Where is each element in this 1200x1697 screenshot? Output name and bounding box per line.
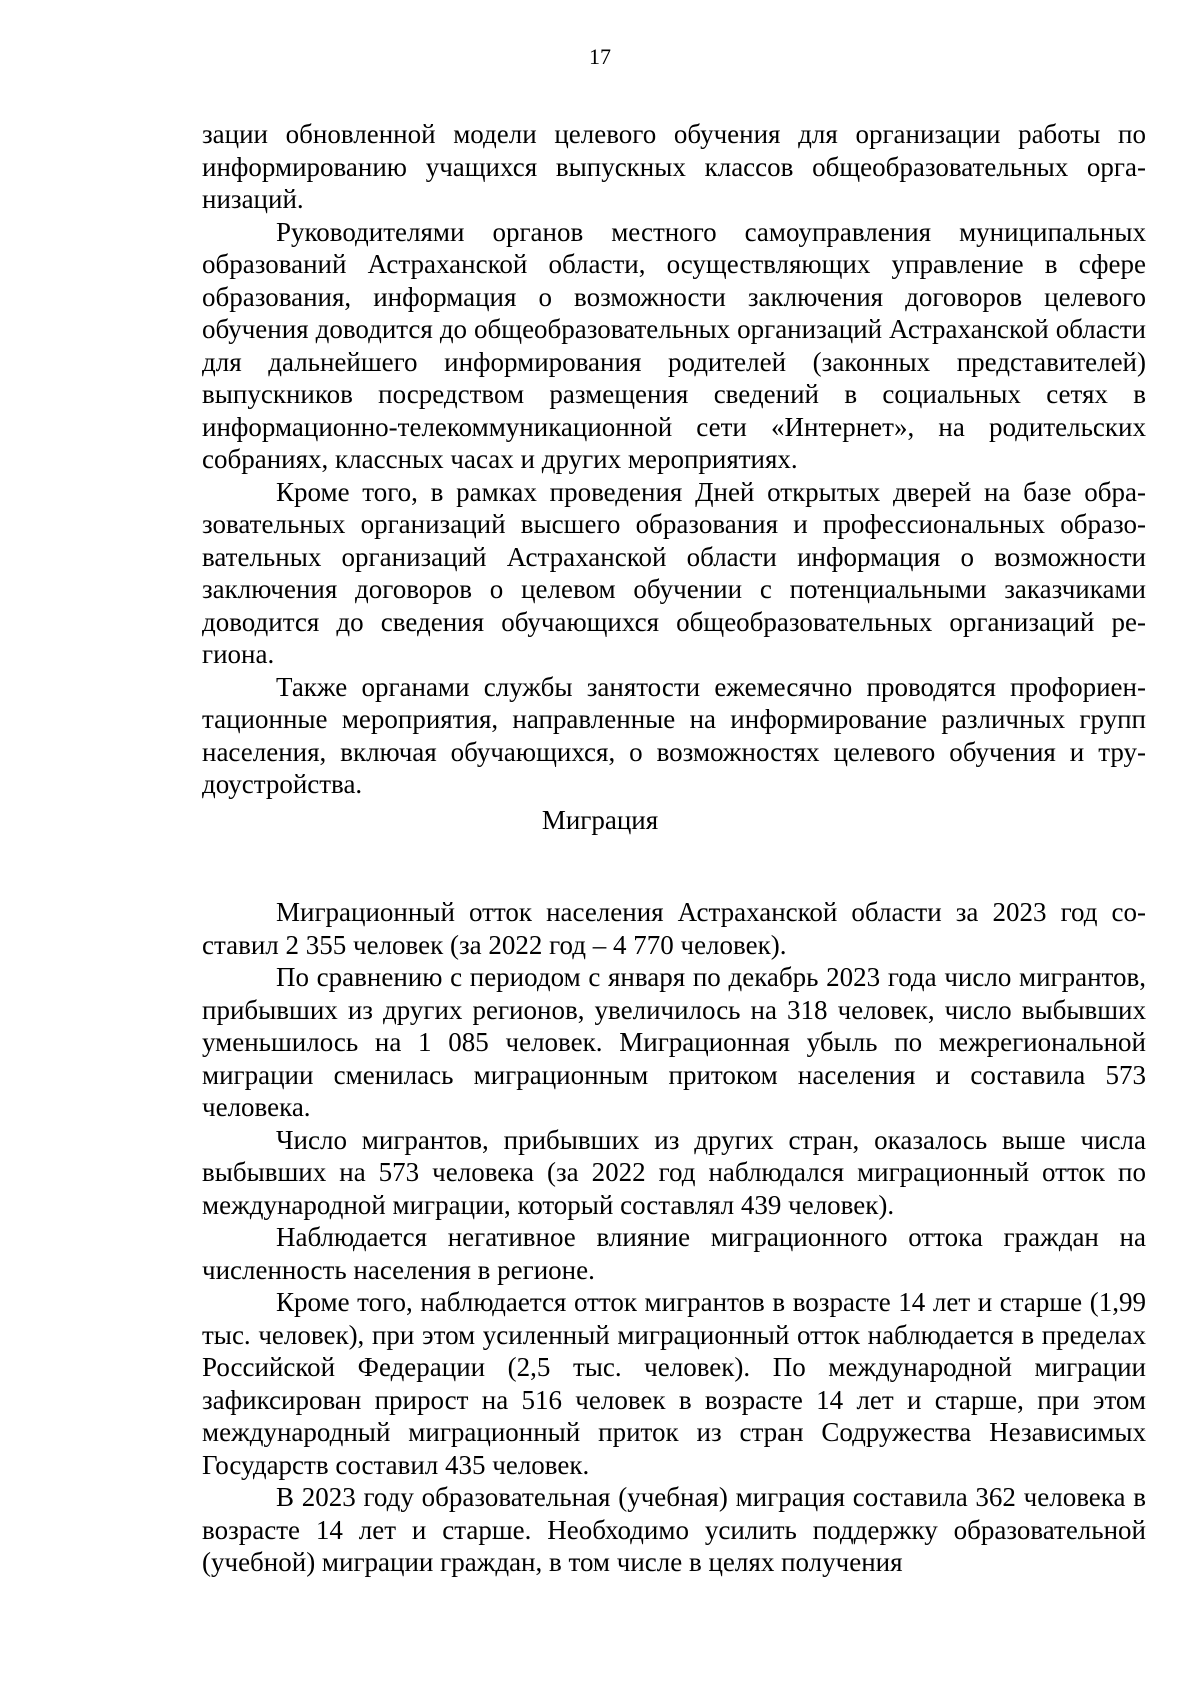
page-number: 17	[589, 44, 611, 69]
body-text-section-2	[202, 896, 1146, 1579]
paragraph: Миграционный отток населения Астраханской области за 2023 год составил 2 355 человек (за 2022 год – 4 770 человек).	[202, 897, 1146, 960]
paragraph: По сравнению с периодом с января по декабрь 2023 года число мигрантов, прибывших из других регионов, увеличилось на 318 человек, число выбывших уменьшилось на 1 085 человек. Миграционная убыль по межрегиональной миграции сменилась миграционным притоком населения и составила 573 человека.	[202, 962, 1146, 1122]
paragraph: Также органами службы занятости ежемесячно проводятся профориентационные мероприятия, направленные на информирование различных групп населения, включая обучающихся, о возможностях целевого обучения и трудоустройства.	[202, 671, 1146, 799]
paragraph-continuation: зации обновленной модели целевого обучения для организации работы по информированию учащихся выпускных классов общеобразовательных организаций.	[202, 119, 1146, 214]
paragraph: Наблюдается негативное влияние миграционного оттока граждан на численность населения в регионе.	[202, 1222, 1146, 1285]
section-heading-migration: Миграция	[541, 805, 659, 835]
paragraph: В 2023 году образовательная (учебная) миграция составила 362 человека в возрасте 14 лет и старше. Необходимо усилить поддержку образовательной (учебной) миграции граждан, в том числе в целях получения	[202, 1482, 1146, 1577]
body-text-section-1	[202, 118, 1146, 801]
paragraph: Число мигрантов, прибывших из других стран, оказалось выше числа выбывших на 573 человека (за 2022 год наблюдался миграционный отток по международной миграции, который составлял 439 человек).	[202, 1124, 1146, 1220]
paragraph: Кроме того, наблюдается отток мигрантов в возрасте 14 лет и старше (1,99 тыс. человек), при этом усиленный миграционный отток наблюдается в пределах Российской Федерации (2,5 тыс. человек). По международной миграции зафиксирован прирост на 516 человек в возрасте 14 лет и старше, при этом международный миграционный приток из стран Содружества Независимых Государств составил 435 человек.	[202, 1287, 1146, 1480]
paragraph: Кроме того, в рамках проведения Дней открытых дверей на базе образовательных организаций высшего образования и профессиональных образовательных организаций Астраханской области информация о возможности заключения договоров о целевом обучении с потенциальными заказчиками доводится до сведения обучающихся общеобразовательных организаций региона.	[202, 476, 1146, 669]
paragraph: Руководителями органов местного самоуправления муниципальных образований Астраханской области, осуществляющих управление в сфере образования, информация о возможности заключения договоров целевого обучения доводится до общеобразовательных организаций Астраханской области для дальнейшего информирования родителей (законных представителей) выпускников посредством размещения сведений в социальных сетях в информационно-телекоммуникационной сети «Интернет», на родительских собраниях, классных часах и других мероприятиях.	[202, 216, 1146, 474]
